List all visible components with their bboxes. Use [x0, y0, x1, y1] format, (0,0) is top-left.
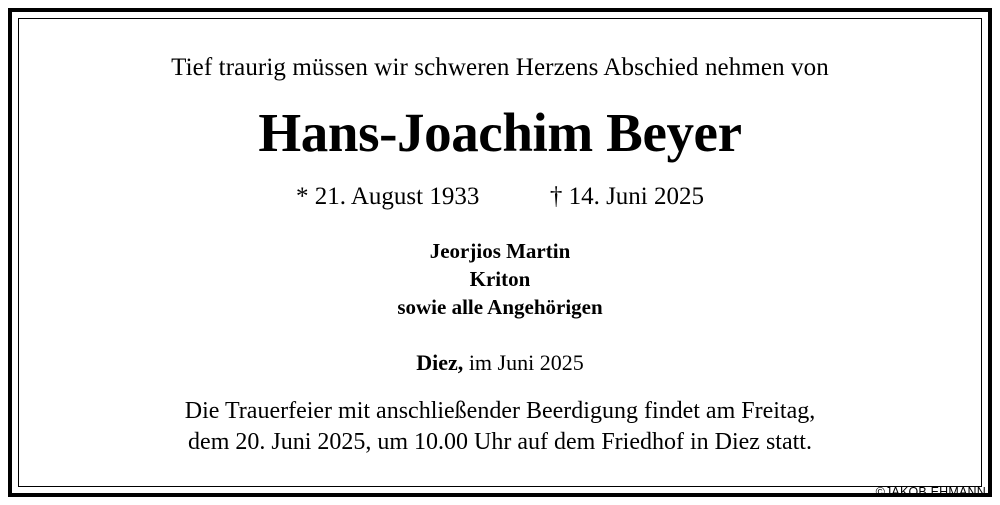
birth-date: * 21. August 1933 — [295, 183, 480, 211]
ceremony-line-2: dem 20. Juni 2025, um 10.00 Uhr auf dem Friedhof in Diez statt. — [188, 428, 812, 455]
ceremony-details — [54, 396, 946, 457]
life-dates — [54, 183, 946, 212]
mourner-name: Kriton — [469, 266, 531, 291]
mourner-name: sowie alle Angehörigen — [397, 294, 603, 319]
ceremony-line-1: Die Trauerfeier mit anschließender Beerdigung findet am Freitag, — [184, 398, 816, 425]
mourner-name: Jeorjios Martin — [429, 239, 571, 263]
mourners-list — [54, 238, 946, 322]
death-date: † 14. Juni 2025 — [549, 183, 705, 211]
city-name: Diez, — [416, 349, 464, 375]
copyright-credit: ©JAKOB EHMANN — [875, 485, 986, 499]
notice-month: im Juni 2025 — [463, 349, 584, 375]
notice-content — [18, 18, 982, 487]
deceased-name: Hans-Joachim Beyer — [258, 101, 742, 163]
place-and-date — [54, 350, 946, 376]
intro-text: Tief traurig müssen wir schweren Herzens Abschied nehmen von — [171, 54, 829, 81]
